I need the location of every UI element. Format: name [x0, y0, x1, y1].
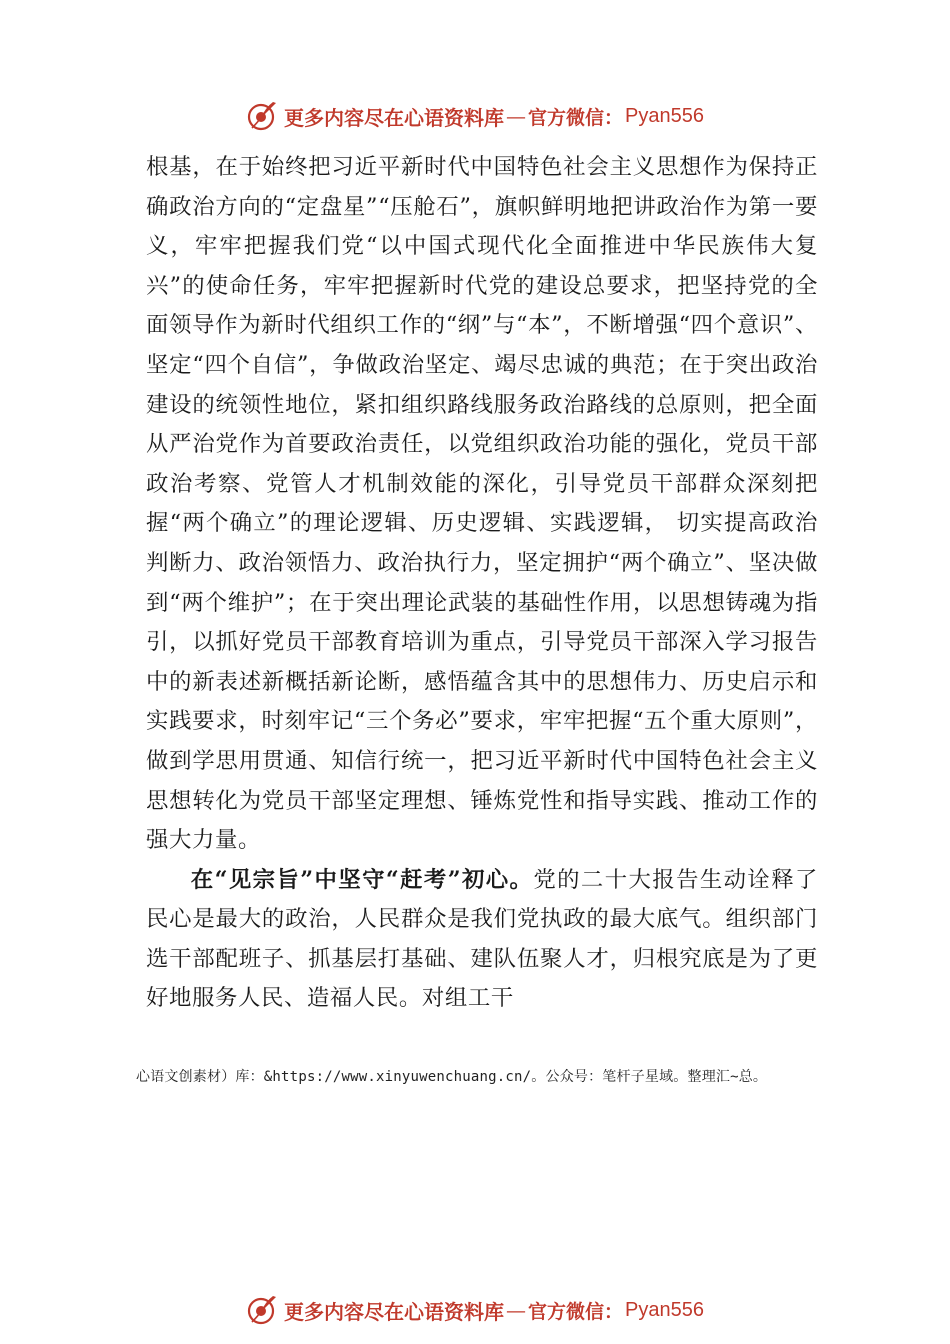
- body-paragraph-1: 根基，在于始终把习近平新时代中国特色社会主义思想作为保持正确政治方向的“定盘星”“压舱石”，旗帜鲜明地把讲政治作为第一要义，牢牢把握我们党“以中国式现代化全面推进中华民族伟大复兴”的使命任务，牢牢把握新时代党的建设总要求，把坚持党的全面领导作为新时代组织工作的“纲”与“本”，不断增强“四个意识”、坚定“四个自信”，争做政治坚定、竭尽忠诚的典范；在于突出政治建设的统领性地位，紧扣组织路线服务政治路线的总原则，把全面从严治党作为首要政治责任，以党组织政治功能的强化，党员干部政治考察、党管人才机制效能的深化，引导党员干部群众深刻把握“两个确立”的理论逻辑、历史逻辑、实践逻辑， 切实提高政治判断力、政治领悟力、政治执行力，坚定拥护“两个确立”、坚决做到“两个维护”；在于突出理论武装的基础性作用，以思想铸魂为指引，以抓好党员干部教育培训为重点，引导党员干部深入学习报告中的新表述新概括新论断，感悟蕴含其中的思想伟力、历史启示和实践要求，时刻牢记“三个务必”要求，牢牢把握“五个重大原则”，做到学思用贯通、知信行统一，把习近平新时代中国特色社会主义思想转化为党员干部坚定理想、锤炼党性和指导实践、推动工作的强大力量。: [146, 154, 818, 854]
- source-footnote: 心语文创素材）库：&https://www.xinyuwenchuang.cn/。公众号：笔杆子星域。整理汇~总。: [136, 1069, 768, 1085]
- header-separator: —: [506, 104, 526, 128]
- footer-banner: [0, 1290, 950, 1330]
- paragraph-2-lead-heading: 在“见宗旨”中坚守“赶考”初心。: [190, 866, 534, 893]
- paragraph-2-text: 党的二十大报告生动诠释了民心是最大的政治，人民群众是我们党执政的最大底气。组织部门选干部配班子、抓基层打基础、建队伍聚人才，归根究底是为了更好地服务人民、造福人民。对组工干: [146, 866, 818, 1012]
- header-wechat-id: Pyan556: [625, 104, 704, 127]
- footer-wechat-id: Pyan556: [625, 1298, 704, 1321]
- document-body: [146, 148, 818, 1019]
- header-banner: [0, 96, 950, 136]
- footer-wechat-label: 官方微信：: [528, 1300, 624, 1323]
- quill-pen-circle-icon: [246, 99, 280, 133]
- footer-separator: —: [506, 1298, 526, 1322]
- header-wechat-label: 官方微信：: [528, 106, 624, 129]
- footer-brand: 更多内容尽在心语资料库: [284, 1299, 504, 1324]
- body-paragraph-2: [146, 861, 818, 1019]
- header-brand: 更多内容尽在心语资料库: [284, 105, 504, 130]
- quill-pen-circle-icon: [246, 1293, 280, 1327]
